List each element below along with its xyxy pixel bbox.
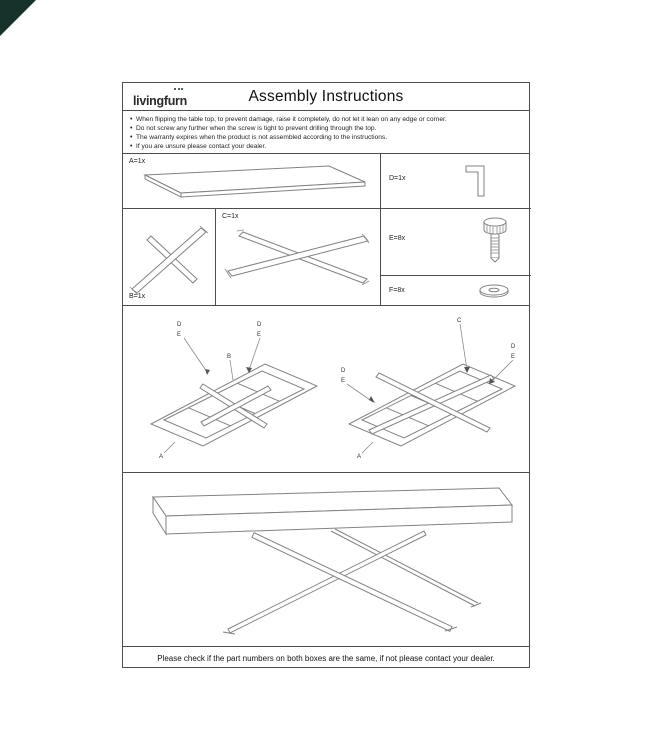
step1-label-d2: D — [257, 322, 262, 328]
assembly-step-2-diagram — [339, 312, 529, 464]
bolt-icon — [473, 213, 517, 271]
part-d-label: D=1x — [389, 175, 406, 182]
washer-icon — [471, 281, 517, 301]
part-f-box — [381, 276, 531, 306]
part-a-label: A=1x — [129, 158, 146, 165]
table-top-part-drawing — [123, 154, 381, 209]
cross-bar-part-drawing — [123, 209, 216, 306]
part-c-box — [216, 209, 381, 306]
step1-label-b: B — [227, 354, 232, 360]
part-d-box — [381, 154, 531, 209]
footer-bar — [123, 646, 529, 669]
allen-key-icon — [453, 159, 497, 203]
step1-label-d: D — [177, 322, 182, 328]
assembly-step-1-diagram — [137, 312, 337, 464]
x-frame-part-drawing — [216, 209, 381, 306]
warning-list — [123, 111, 529, 154]
step2-label-c: C — [457, 318, 462, 324]
part-e-box — [381, 209, 531, 276]
page-corner-fold — [0, 0, 36, 36]
header — [123, 83, 529, 111]
part-f-label: F=8x — [389, 287, 405, 294]
step1-label-a: A — [159, 454, 164, 460]
step2-label-a: A — [357, 454, 362, 460]
instruction-sheet — [122, 82, 530, 668]
part-e-label: E=8x — [389, 235, 406, 242]
warning-item: • Do not screw any further when the screw is tight to prevent drilling through the top. — [129, 124, 523, 133]
step2-label-e2: E — [341, 378, 346, 384]
hardware-column — [381, 154, 531, 306]
warning-item: • If you are unsure please contact your dealer. — [129, 142, 523, 151]
warning-item: • The warranty expires when the product is not assembled according to the instructions. — [129, 133, 523, 142]
footer-note: Please check if the part numbers on both boxes are the same, if not please contact your dealer. — [157, 653, 495, 663]
warning-item: • When flipping the table top, to prevent damage, raise it completely, do not let it lean on any edge or corner. — [129, 115, 523, 124]
assembled-table-illustration — [123, 473, 531, 646]
step1-label-e2: E — [257, 332, 262, 338]
parts-grid — [123, 154, 529, 306]
part-b-label: B=1x — [129, 293, 146, 300]
step2-label-e: E — [511, 354, 516, 360]
part-b-box — [123, 209, 216, 306]
step2-label-d: D — [511, 344, 516, 350]
brand-logo-text: livingfurn — [133, 94, 187, 108]
step1-label-e: E — [177, 332, 182, 338]
assembled-table-section — [123, 473, 529, 646]
assembly-steps — [123, 306, 529, 473]
step2-label-d2: D — [341, 368, 346, 374]
page-title: Assembly Instructions — [248, 88, 404, 105]
part-c-label: C=1x — [222, 213, 239, 220]
part-a-box — [123, 154, 381, 209]
